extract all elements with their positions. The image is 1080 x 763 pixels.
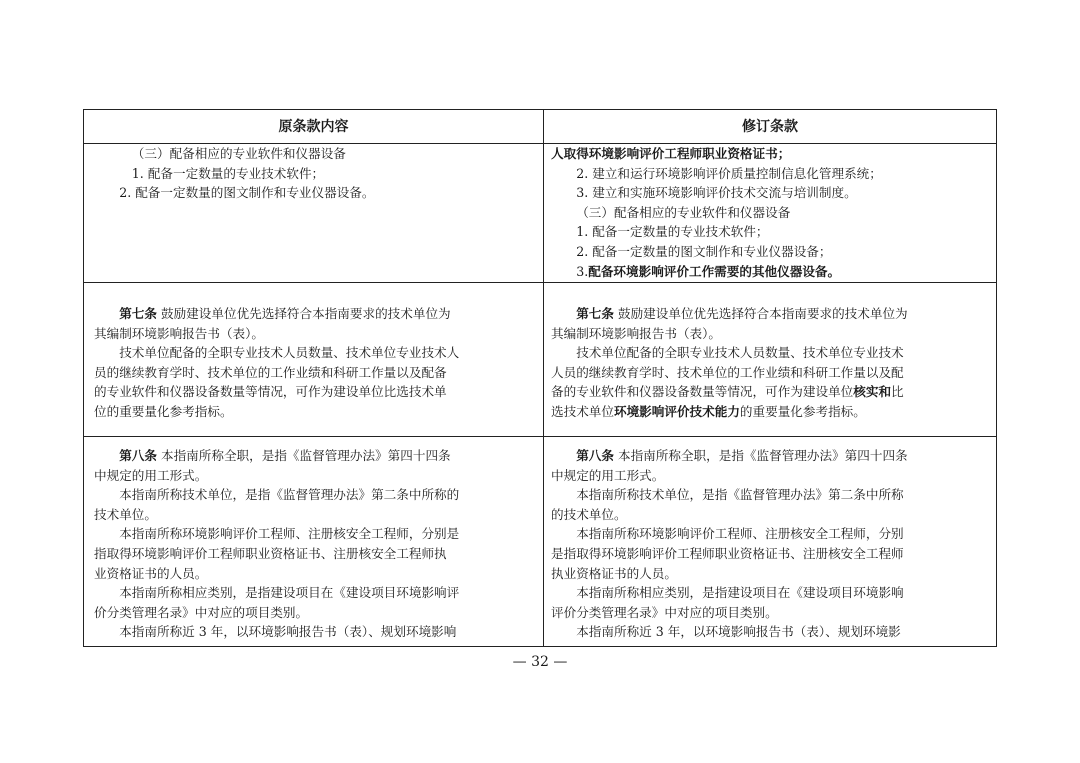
text-line: 2. 配备一定数量的图文制作和专业仪器设备。 [119, 185, 375, 201]
text-line: 价分类管理名录》中对应的项目类别。 [94, 604, 309, 620]
text-line: 本指南所称技术单位，是指《监督管理办法》第二条中所称的 [119, 487, 460, 503]
row1-original [94, 144, 536, 203]
text-span: 本指南所称全职，是指《监督管理办法》第四十四条 [613, 448, 908, 463]
text-line: 其编制环境影响报告书（表）。 [551, 325, 722, 341]
text-span: 的重要量化参考指标。 [739, 403, 866, 419]
text-line [551, 262, 992, 282]
text-line: 技术单位。 [94, 506, 157, 522]
text-line [551, 382, 992, 402]
article-title: 第八条 [576, 448, 614, 463]
text-line: 人员的继续教育学时、技术单位的工作业绩和科研工作量以及配 [551, 364, 904, 380]
text-line: 本指南所称环境影响评价工程师、注册核安全工程师，分别 [576, 526, 904, 542]
text-line: 本指南所称相应类别，是指建设项目在《建设项目环境影响评 [119, 585, 460, 601]
added-text-bold: 核实和 [853, 384, 892, 400]
text-line: 1. 配备一定数量的专业技术软件； [576, 224, 769, 240]
text-line [94, 446, 536, 466]
text-line: 本指南所称近 3 年，以环境影响报告书（表）、规划环境影响 [119, 624, 457, 640]
text-line: 的专业软件和仪器设备数量等情况，可作为建设单位比选技术单 [94, 384, 447, 400]
text-line: 执业资格证书的人员。 [551, 565, 677, 581]
row2-original [94, 304, 536, 422]
text-line: （三）配备相应的专业软件和仪器设备 [131, 146, 346, 161]
text-line [551, 304, 992, 324]
revision-comparison-table [83, 109, 997, 647]
text-line: 位的重要量化参考指标。 [94, 403, 233, 419]
row-divider-1 [84, 282, 996, 283]
text-line: 技术单位配备的全职专业技术人员数量、技术单位专业技术 [576, 345, 904, 361]
list-number: 3. [576, 263, 589, 279]
row1-revised [551, 144, 992, 281]
text-line: 技术单位配备的全职专业技术人员数量、技术单位专业技术人 [119, 345, 460, 361]
article-title: 第七条 [119, 306, 157, 321]
text-line: 本指南所称相应类别，是指建设项目在《建设项目环境影响 [576, 585, 904, 601]
text-span: 选技术单位 [551, 403, 614, 419]
text-span: 鼓励建设单位优先选择符合本指南要求的技术单位为 [613, 306, 908, 321]
added-text-bold: 配备环境影响评价工作需要的其他仪器设备。 [588, 263, 841, 279]
text-line: 员的继续教育学时、技术单位的工作业绩和科研工作量以及配备 [94, 364, 447, 380]
text-line: 1. 配备一定数量的专业技术软件； [131, 165, 325, 181]
text-line [551, 446, 992, 466]
row3-original [94, 446, 536, 642]
text-line: 是指取得环境影响评价工程师职业资格证书、注册核安全工程师 [551, 545, 904, 561]
text-line: 本指南所称环境影响评价工程师、注册核安全工程师，分别是 [119, 526, 460, 542]
text-line-bold: 人取得环境影响评价工程师职业资格证书； [551, 146, 791, 161]
text-span: 比 [891, 384, 904, 400]
text-line: 3. 建立和实施环境影响评价技术交流与培训制度。 [576, 185, 857, 201]
header-revised-clause: 修订条款 [742, 119, 798, 135]
article-title: 第八条 [119, 448, 157, 463]
text-span: 本指南所称全职，是指《监督管理办法》第四十四条 [156, 448, 451, 463]
text-line: 本指南所称技术单位，是指《监督管理办法》第二条中所称 [576, 487, 904, 503]
text-line: 业资格证书的人员。 [94, 565, 208, 581]
text-line: 本指南所称近 3 年，以环境影响报告书（表）、规划环境影 [576, 624, 901, 640]
text-line: 的技术单位。 [551, 506, 627, 522]
row3-revised [551, 446, 992, 642]
row-divider-2 [84, 436, 996, 437]
text-line: （三）配备相应的专业软件和仪器设备 [576, 204, 791, 220]
row2-revised [551, 304, 992, 422]
text-line [94, 304, 536, 324]
text-line: 中规定的用工形式。 [551, 467, 665, 483]
article-title: 第七条 [576, 306, 614, 321]
text-span: 备的专业软件和仪器设备数量等情况，可作为建设单位 [551, 384, 854, 400]
header-original-clause: 原条款内容 [278, 119, 349, 135]
text-line: 中规定的用工形式。 [94, 467, 208, 483]
text-line [551, 402, 992, 422]
text-line: 指取得环境影响评价工程师职业资格证书、注册核安全工程师执 [94, 545, 447, 561]
text-span: 鼓励建设单位优先选择符合本指南要求的技术单位为 [156, 306, 451, 321]
column-divider [543, 110, 544, 646]
added-text-bold: 环境影响评价技术能力 [613, 403, 740, 419]
text-line: 2. 配备一定数量的图文制作和专业仪器设备； [576, 243, 832, 259]
page-number: — 32 — [512, 654, 568, 670]
text-line: 2. 建立和运行环境影响评价质量控制信息化管理系统； [576, 165, 882, 181]
text-line: 评价分类管理名录》中对应的项目类别。 [551, 604, 778, 620]
text-line: 其编制环境影响报告书（表）。 [94, 325, 265, 341]
